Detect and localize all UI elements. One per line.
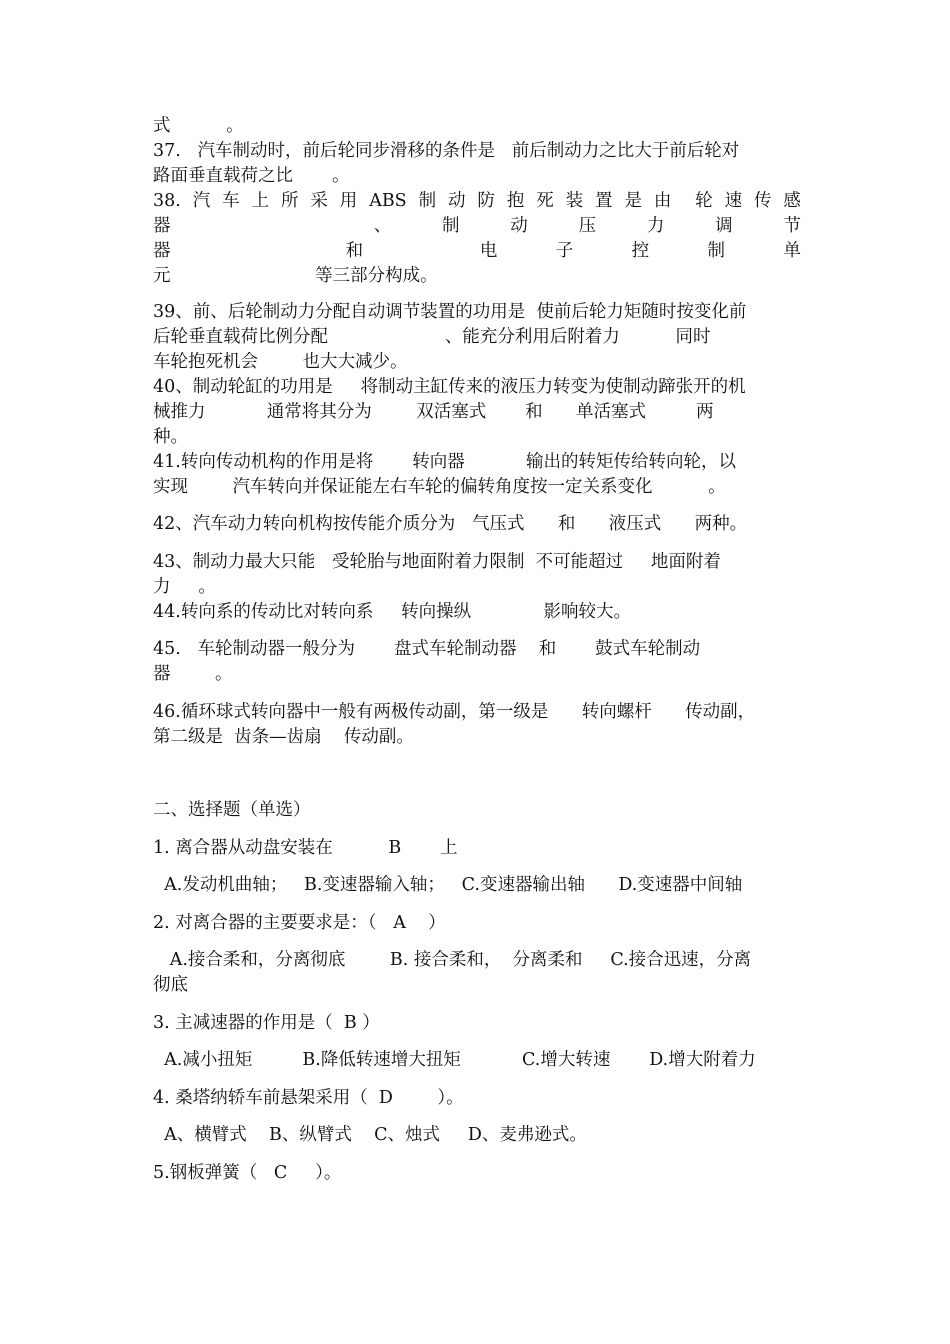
word: 和 <box>345 241 364 261</box>
word: 感 <box>783 191 801 211</box>
word: 器 <box>153 241 171 261</box>
question-text: 5.钢板弹簧（ C ）。 <box>153 1163 342 1183</box>
word: 车 <box>222 191 240 211</box>
word: 防 <box>477 191 495 211</box>
text-line: 44.转向系的传动比对转向系 转向操纵 影响较大。 <box>153 602 631 622</box>
word: 汽 <box>192 191 211 211</box>
text-line: 第二级是 齿条—齿扇 传动副。 <box>153 727 414 747</box>
answer-options: A.发动机曲轴； B.变速器输入轴； C.变速器输出轴 D.变速器中间轴 <box>153 875 743 895</box>
word: 38. <box>153 191 181 211</box>
text-line: 45. 车轮制动器一般分为 盘式车轮制动器 和 鼓式车轮制动 <box>153 639 701 659</box>
question-text: 1. 离合器从动盘安装在 B 上 <box>153 838 458 858</box>
question-text: 4. 桑塔纳轿车前悬架采用（ D ）。 <box>153 1088 464 1108</box>
text-line: 40、制动轮缸的功用是 将制动主缸传来的液压力转变为使制动蹄张开的机 <box>153 377 746 397</box>
word: 器 <box>153 216 171 236</box>
word: 电 <box>479 241 498 261</box>
word: 置 <box>595 191 613 211</box>
text-line: 41.转向传动机构的作用是将 转向器 输出的转矩传给转向轮，以 <box>153 452 736 472</box>
word: 装 <box>565 191 584 211</box>
answer-options: A、横臂式 B、纵臂式 C、烛式 D、麦弗逊式。 <box>153 1125 587 1145</box>
text-line-justified <box>153 189 801 214</box>
word: 抱 <box>506 191 525 211</box>
text-line: 42、汽车动力转向机构按传能介质分为 气压式 和 液压式 两种。 <box>153 514 748 534</box>
word: 单 <box>783 241 801 261</box>
text-line: 37. 汽车制动时，前后轮同步滑移的条件是 前后制动力之比大于前后轮对 <box>153 141 740 161</box>
word: 节 <box>783 216 801 236</box>
text-line: 46.循环球式转向器中一般有两极传动副，第一级是 转向螺杆 传动副， <box>153 702 756 722</box>
text-line: 器 。 <box>153 664 233 684</box>
text-line: 种。 <box>153 427 188 447</box>
word: 控 <box>631 241 650 261</box>
question-text: 3. 主减速器的作用是（ B ） <box>153 1013 380 1033</box>
word: 、 <box>373 216 392 236</box>
section-heading: 二、选择题（单选） <box>153 800 311 820</box>
text-line: 路面垂直载荷之比 。 <box>153 166 350 186</box>
word: 所 <box>280 191 299 211</box>
word: 上 <box>251 191 270 211</box>
word: 压 <box>578 216 597 236</box>
word: 传 <box>753 191 772 211</box>
word: 动 <box>448 191 466 211</box>
text-line: 后轮垂直载荷比例分配 、能充分利用后附着力 同时 <box>153 327 711 347</box>
text-line-justified <box>153 239 801 264</box>
text-line: 力 。 <box>153 577 216 597</box>
text-line: 式 。 <box>153 116 244 136</box>
question-text: 2. 对离合器的主要要求是：（ A ） <box>153 913 446 933</box>
word: ABS <box>369 191 407 211</box>
text-line: 元 等三部分构成。 <box>153 266 438 286</box>
answer-options: A.减小扭矩 B.降低转速增大扭矩 C.增大转速 D.增大附着力 <box>153 1050 756 1070</box>
word: 子 <box>555 241 574 261</box>
word: 制 <box>418 191 437 211</box>
text-line: 车轮抱死机会 也大大减少。 <box>153 352 408 372</box>
word: 用 <box>339 191 358 211</box>
word: 死 <box>536 191 554 211</box>
word: 制 <box>707 241 725 261</box>
word: 轮 <box>695 191 713 211</box>
text-line: 43、制动力最大只能 受轮胎与地面附着力限制 不可能超过 地面附着 <box>153 552 721 572</box>
word: 动 <box>510 216 528 236</box>
text-line: 械推力 通常将其分为 双活塞式 和 单活塞式 两 <box>153 402 714 422</box>
answer-options: 彻底 <box>153 975 188 995</box>
answer-options: A.接合柔和，分离彻底 B. 接合柔和， 分离柔和 C.接合迅速，分离 <box>153 950 752 970</box>
word: 力 <box>646 216 665 236</box>
text-line-justified <box>153 214 801 239</box>
word: 采 <box>310 191 328 211</box>
word: 由 <box>653 191 672 211</box>
word: 是 <box>624 191 642 211</box>
word: 制 <box>441 216 460 236</box>
text-line: 39、前、后轮制动力分配自动调节装置的功用是 使前后轮力矩随时按变化前 <box>153 302 747 322</box>
word: 速 <box>724 191 743 211</box>
text-line: 实现 汽车转向并保证能左右车轮的偏转角度按一定关系变化 。 <box>153 477 726 497</box>
word: 调 <box>715 216 733 236</box>
